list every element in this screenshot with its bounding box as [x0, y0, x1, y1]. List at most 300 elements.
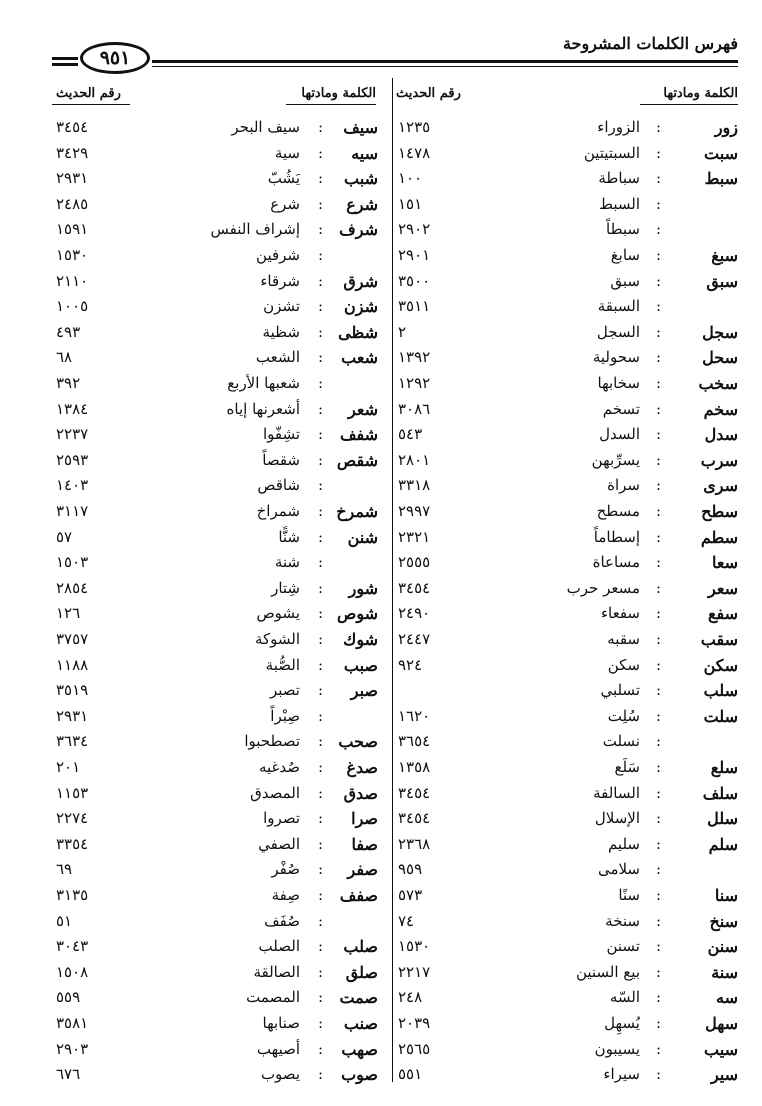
root-word: صبب: [343, 655, 378, 675]
defined-word: صنابها: [262, 1014, 300, 1032]
root-word: سرب: [700, 450, 738, 470]
hadith-number: ٣٦٥٤: [398, 732, 431, 751]
hadith-number: ٣٤٥٤: [56, 118, 89, 136]
hadith-number: ١٥٠٨: [56, 962, 89, 981]
separator-colon: :: [656, 604, 662, 623]
separator-colon: :: [318, 425, 324, 444]
defined-word: سَلَع: [614, 758, 640, 776]
separator-colon: :: [318, 630, 324, 648]
hadith-number: ١٣٥٨: [398, 758, 431, 776]
defined-word: الصلب: [258, 937, 300, 956]
hadith-number: ٢٣٦٨: [398, 834, 431, 853]
hadith-number: ٢٢٣٧: [56, 425, 89, 444]
defined-word: إسطاماً: [593, 527, 640, 546]
root-word: شقص: [336, 450, 378, 470]
hadith-number: ٥١: [56, 911, 73, 930]
defined-word: يُسهِل: [604, 1014, 640, 1032]
hadith-number: ٢٢٧٤: [56, 809, 89, 828]
hadith-number: ٣٥١١: [398, 297, 431, 316]
separator-colon: :: [318, 578, 324, 597]
root-word: شمرخ: [336, 502, 378, 521]
root-word: صلب: [343, 937, 378, 957]
defined-word: يصوب: [260, 1065, 300, 1084]
hadith-number: ٥٤٣: [398, 425, 423, 444]
separator-colon: :: [656, 911, 662, 930]
root-word: سلم: [708, 834, 738, 854]
right-word-header-underline: [640, 104, 738, 105]
defined-word: الشعب: [255, 348, 300, 367]
root-word: صبر: [350, 681, 378, 701]
hadith-number: ٢٤٨: [398, 988, 423, 1007]
root-word: سلع: [710, 758, 738, 777]
separator-colon: :: [656, 886, 662, 904]
defined-word: أشعرنها إياه: [226, 399, 300, 418]
root-word: صدق: [343, 783, 378, 803]
hadith-number: ٢٢١٧: [398, 962, 431, 981]
separator-colon: :: [318, 937, 324, 956]
hadith-number: ٤٩٣: [56, 322, 81, 341]
separator-colon: :: [656, 1039, 662, 1058]
separator-colon: :: [318, 911, 324, 930]
defined-word: بيع السنين: [575, 962, 640, 981]
defined-word: شظية: [262, 322, 300, 341]
root-word: شزن: [344, 297, 378, 317]
root-word: سفع: [707, 604, 738, 624]
left-num-header-underline: [52, 104, 130, 105]
defined-word: تشزن: [263, 297, 300, 316]
defined-word: تصبر: [270, 681, 300, 700]
defined-word: سباطة: [598, 169, 640, 188]
separator-colon: :: [318, 758, 324, 776]
root-word: سبغ: [711, 246, 738, 265]
root-word: صهب: [341, 1039, 378, 1059]
root-word: سلت: [703, 706, 738, 726]
defined-word: السدل: [599, 425, 640, 444]
separator-colon: :: [318, 169, 324, 188]
separator-colon: :: [318, 681, 324, 700]
separator-colon: :: [318, 348, 324, 367]
separator-colon: :: [656, 220, 662, 239]
root-word: شوك: [343, 630, 378, 649]
hadith-number: ١٢٩٢: [398, 374, 431, 392]
hadith-number: ٢٤٨٥: [56, 194, 89, 213]
defined-word: يسيبون: [594, 1039, 640, 1058]
root-word: سه: [716, 988, 738, 1008]
hadith-number: ١٣٨٤: [56, 399, 89, 418]
hadith-number: ١٥٩١: [56, 220, 89, 239]
defined-word: تسلبي: [600, 681, 640, 700]
defined-word: شمراخ: [256, 502, 300, 520]
hadith-number: ٢٩٠١: [398, 246, 431, 264]
separator-colon: :: [318, 502, 324, 520]
separator-colon: :: [318, 271, 324, 290]
hadith-number: ٣٣١٨: [398, 476, 431, 495]
defined-word: يشوص: [256, 604, 300, 623]
root-word: سطح: [701, 502, 738, 521]
separator-colon: :: [318, 118, 324, 136]
hadith-number: ٢٨٠١: [398, 450, 431, 469]
hadith-number: ٢٥٦٥: [398, 1039, 431, 1058]
separator-colon: :: [656, 962, 662, 981]
separator-colon: :: [656, 655, 662, 674]
hadith-number: ١٢٣٥: [398, 118, 431, 136]
root-word: سنة: [711, 962, 738, 982]
separator-colon: :: [318, 604, 324, 623]
separator-colon: :: [318, 988, 324, 1007]
left-num-header: رقم الحديث: [56, 86, 121, 101]
defined-word: سية: [274, 143, 300, 162]
separator-colon: :: [656, 399, 662, 418]
hadith-number: ٢٥٩٣: [56, 450, 89, 469]
separator-colon: :: [656, 476, 662, 495]
defined-word: شنة: [274, 553, 300, 572]
separator-colon: :: [318, 962, 324, 981]
root-word: صرا: [351, 809, 378, 829]
hadith-number: ١٢٦: [56, 604, 81, 623]
separator-colon: :: [318, 220, 324, 239]
separator-colon: :: [318, 322, 324, 341]
hadith-number: ٦٧٦: [56, 1065, 81, 1084]
separator-colon: :: [656, 246, 662, 264]
root-word: شرق: [343, 271, 378, 291]
separator-colon: :: [318, 860, 324, 879]
root-word: سقب: [700, 630, 738, 649]
defined-word: أصيهب: [256, 1039, 300, 1058]
separator-colon: :: [656, 1014, 662, 1032]
header-rule-thin: [152, 66, 738, 67]
hadith-number: ٢٨٥٤: [56, 578, 89, 597]
hadith-number: ١٠٠: [398, 169, 423, 188]
defined-word: المصمت: [246, 988, 300, 1007]
separator-colon: :: [318, 194, 324, 213]
left-word-header: الكلمة ومادتها: [301, 86, 376, 101]
separator-colon: :: [318, 834, 324, 853]
defined-word: يَشُبّ: [267, 169, 300, 188]
separator-colon: :: [318, 732, 324, 751]
hadith-number: ٢٠١: [56, 758, 81, 776]
defined-word: صِبْراً: [270, 706, 300, 725]
defined-word: الإسلال: [594, 809, 640, 828]
hadith-number: ٢٤٩٠: [398, 604, 431, 623]
defined-word: شاقص: [257, 476, 300, 495]
header-rule-left-lower: [52, 63, 78, 66]
hadith-number: ٣٥١٩: [56, 681, 89, 700]
separator-colon: :: [318, 886, 324, 904]
separator-colon: :: [656, 988, 662, 1007]
separator-colon: :: [318, 450, 324, 469]
column-divider: [392, 78, 393, 1082]
separator-colon: :: [656, 706, 662, 725]
hadith-number: ٣١١٧: [56, 502, 89, 520]
root-word: سنخ: [709, 911, 738, 931]
separator-colon: :: [656, 578, 662, 597]
root-word: شنن: [347, 527, 378, 547]
root-word: صفا: [351, 834, 378, 854]
defined-word: صِفة: [271, 886, 300, 904]
root-word: شبب: [344, 169, 378, 189]
defined-word: الصُّبة: [265, 655, 300, 674]
right-num-header: رقم الحديث: [396, 86, 461, 101]
defined-word: تشِفّوا: [262, 425, 300, 444]
separator-colon: :: [318, 297, 324, 316]
defined-word: شقصاً: [262, 450, 300, 469]
defined-word: سبق: [610, 271, 640, 290]
root-word: سكن: [703, 655, 738, 675]
hadith-number: ٥٥١: [398, 1065, 423, 1084]
defined-word: سُلِت: [607, 706, 640, 725]
separator-colon: :: [656, 527, 662, 546]
separator-colon: :: [318, 1039, 324, 1058]
hadith-number: ١٠٠٥: [56, 297, 89, 316]
right-word-header: الكلمة ومادتها: [663, 86, 738, 101]
defined-word: مسعر حرب: [566, 578, 640, 597]
hadith-number: ١١٥٣: [56, 783, 89, 802]
separator-colon: :: [656, 758, 662, 776]
defined-word: سقبه: [607, 630, 640, 648]
defined-word: سبطاً: [606, 220, 640, 239]
hadith-number: ٧٤: [398, 911, 415, 930]
defined-word: سليم: [607, 834, 640, 853]
hadith-number: ٣٤٥٤: [398, 783, 431, 802]
separator-colon: :: [318, 783, 324, 802]
root-word: صحب: [338, 732, 378, 752]
root-word: سبط: [704, 169, 738, 189]
separator-colon: :: [318, 246, 324, 264]
defined-word: سيراء: [603, 1065, 640, 1084]
separator-colon: :: [656, 783, 662, 802]
separator-colon: :: [656, 502, 662, 520]
root-word: صفر: [347, 860, 378, 880]
defined-word: السبط: [599, 194, 640, 213]
root-word: سيه: [351, 143, 378, 163]
separator-colon: :: [656, 322, 662, 341]
separator-colon: :: [656, 374, 662, 392]
defined-word: مسطح: [596, 502, 640, 520]
defined-word: سحولية: [592, 348, 640, 367]
hadith-number: ٣٩٢: [56, 374, 81, 392]
defined-word: السبقة: [597, 297, 640, 316]
separator-colon: :: [656, 681, 662, 700]
separator-colon: :: [656, 297, 662, 316]
defined-word: تسخم: [602, 399, 640, 418]
defined-word: الشوكة: [254, 630, 300, 648]
defined-word: شِتار: [271, 578, 300, 597]
root-word: شعب: [341, 348, 378, 368]
separator-colon: :: [318, 374, 324, 392]
separator-colon: :: [656, 194, 662, 213]
root-word: شظى: [338, 322, 378, 342]
root-word: صنب: [343, 1014, 378, 1033]
hadith-number: ٢١١٠: [56, 271, 89, 290]
separator-colon: :: [318, 1014, 324, 1032]
hadith-number: ٣٣٥٤: [56, 834, 89, 853]
defined-word: سنخة: [605, 911, 640, 930]
separator-colon: :: [656, 1065, 662, 1084]
root-word: سعا: [712, 553, 738, 573]
root-word: صوب: [341, 1065, 378, 1085]
defined-word: شرقاء: [260, 271, 300, 290]
hadith-number: ٣٧٥٧: [56, 630, 89, 648]
root-word: شرف: [339, 220, 378, 240]
hadith-number: ٣٥٨١: [56, 1014, 89, 1032]
defined-word: سراة: [607, 476, 640, 495]
separator-colon: :: [656, 169, 662, 188]
separator-colon: :: [318, 809, 324, 828]
defined-word: المصدق: [250, 783, 300, 802]
root-word: شرع: [346, 194, 378, 214]
defined-word: الصفي: [258, 834, 300, 853]
hadith-number: ١٥٠٣: [56, 553, 89, 572]
separator-colon: :: [656, 732, 662, 751]
hadith-number: ٣٥٠٠: [398, 271, 431, 290]
defined-word: سلامى: [597, 860, 640, 879]
hadith-number: ٩٢٤: [398, 655, 423, 674]
page-header: [0, 0, 762, 90]
root-word: سير: [710, 1065, 738, 1085]
root-word: زور: [714, 118, 738, 137]
separator-colon: :: [656, 271, 662, 290]
root-word: سعر: [708, 578, 738, 598]
root-word: شفف: [339, 425, 378, 445]
hadith-number: ٢٥٥٥: [398, 553, 431, 572]
hadith-number: ٩٥٩: [398, 860, 423, 879]
root-word: سرى: [703, 476, 738, 496]
separator-colon: :: [318, 655, 324, 674]
hadith-number: ٢٩٠٣: [56, 1039, 89, 1058]
root-word: شعر: [348, 399, 378, 419]
header-rule-left: [52, 57, 78, 60]
defined-word: صُفْر: [271, 860, 300, 879]
defined-word: تصروا: [263, 809, 300, 828]
hadith-number: ١٦٢٠: [398, 706, 431, 725]
root-word: شوص: [336, 604, 378, 624]
header-rule: [152, 60, 738, 63]
root-word: سنن: [707, 937, 738, 957]
root-word: سيف: [343, 118, 378, 137]
root-word: سهل: [705, 1014, 738, 1033]
defined-word: سنًا: [618, 886, 640, 904]
root-word: صدغ: [346, 758, 378, 777]
root-word: صفف: [339, 886, 378, 905]
defined-word: صُدغيه: [258, 758, 300, 776]
hadith-number: ٢: [398, 322, 407, 341]
defined-word: الزوراء: [597, 118, 640, 136]
defined-word: سابغ: [610, 246, 640, 264]
separator-colon: :: [656, 834, 662, 853]
hadith-number: ٥٧: [56, 527, 73, 546]
separator-colon: :: [656, 118, 662, 136]
defined-word: السبتيتين: [583, 143, 640, 162]
separator-colon: :: [318, 143, 324, 162]
defined-word: نسلت: [602, 732, 640, 751]
root-word: سلف: [702, 783, 738, 803]
defined-word: مساعاة: [592, 553, 640, 572]
root-word: صمت: [339, 988, 378, 1008]
separator-colon: :: [656, 553, 662, 572]
root-word: صلق: [345, 962, 378, 982]
page-title: فهرس الكلمات المشروحة: [562, 34, 738, 53]
defined-word: يسرِّبهن: [591, 450, 640, 469]
hadith-number: ٢٤٤٧: [398, 630, 431, 648]
defined-word: سفعاء: [600, 604, 640, 623]
hadith-number: ٣٤٢٩: [56, 143, 89, 162]
separator-colon: :: [656, 809, 662, 828]
defined-word: شنًّا: [278, 527, 300, 546]
separator-colon: :: [656, 348, 662, 367]
separator-colon: :: [318, 399, 324, 418]
defined-word: صُفَف: [264, 911, 300, 930]
root-word: سبق: [706, 271, 738, 291]
hadith-number: ٣٠٨٦: [398, 399, 431, 418]
page-number: ٩٥١: [80, 42, 150, 74]
defined-word: إشراف النفس: [210, 220, 300, 239]
hadith-number: ٢٩٣١: [56, 169, 89, 188]
root-word: سبت: [704, 143, 738, 163]
defined-word: تصطحبوا: [244, 732, 300, 751]
defined-word: سخابها: [597, 374, 640, 392]
separator-colon: :: [656, 143, 662, 162]
separator-colon: :: [656, 860, 662, 879]
defined-word: سيف البحر: [231, 118, 300, 136]
root-word: سيب: [704, 1039, 738, 1059]
root-word: سجل: [702, 322, 738, 342]
root-word: سطم: [700, 527, 738, 547]
hadith-number: ٦٨: [56, 348, 73, 367]
root-word: سلب: [703, 681, 738, 701]
hadith-number: ١٣٩٢: [398, 348, 431, 367]
hadith-number: ٢٩٠٢: [398, 220, 431, 239]
separator-colon: :: [656, 425, 662, 444]
defined-word: تسنن: [606, 937, 640, 956]
root-word: سنا: [714, 886, 738, 905]
hadith-number: ١٥١: [398, 194, 423, 213]
hadith-number: ٢٩٣١: [56, 706, 89, 725]
hadith-number: ٥٧٣: [398, 886, 423, 904]
separator-colon: :: [318, 706, 324, 725]
hadith-number: ٢٠٣٩: [398, 1014, 431, 1032]
defined-word: شرع: [270, 194, 300, 213]
separator-colon: :: [318, 553, 324, 572]
defined-word: السالفة: [593, 783, 640, 802]
hadith-number: ٣٦٣٤: [56, 732, 89, 751]
defined-word: شرفين: [256, 246, 300, 264]
defined-word: سكن: [607, 655, 640, 674]
hadith-number: ٢٣٢١: [398, 527, 431, 546]
defined-word: الصالقة: [253, 962, 300, 981]
defined-word: شعبها الأربع: [227, 374, 300, 392]
separator-colon: :: [656, 450, 662, 469]
root-word: شور: [348, 578, 378, 598]
hadith-number: ١٥٣٠: [56, 246, 89, 264]
hadith-number: ٥٥٩: [56, 988, 81, 1007]
hadith-number: ٦٩: [56, 860, 73, 879]
root-word: سحل: [702, 348, 738, 368]
separator-colon: :: [656, 937, 662, 956]
root-word: سخب: [698, 374, 738, 393]
hadith-number: ٣١٣٥: [56, 886, 89, 904]
separator-colon: :: [318, 1065, 324, 1084]
root-word: سخم: [703, 399, 738, 419]
hadith-number: ٣٠٤٣: [56, 937, 89, 956]
hadith-number: ١١٨٨: [56, 655, 89, 674]
separator-colon: :: [318, 476, 324, 495]
hadith-number: ١٤٠٣: [56, 476, 89, 495]
hadith-number: ٣٤٥٤: [398, 578, 431, 597]
root-word: سلل: [707, 809, 738, 829]
root-word: سدل: [704, 425, 738, 445]
defined-word: السّه: [609, 988, 640, 1007]
left-word-header-underline: [286, 104, 376, 105]
